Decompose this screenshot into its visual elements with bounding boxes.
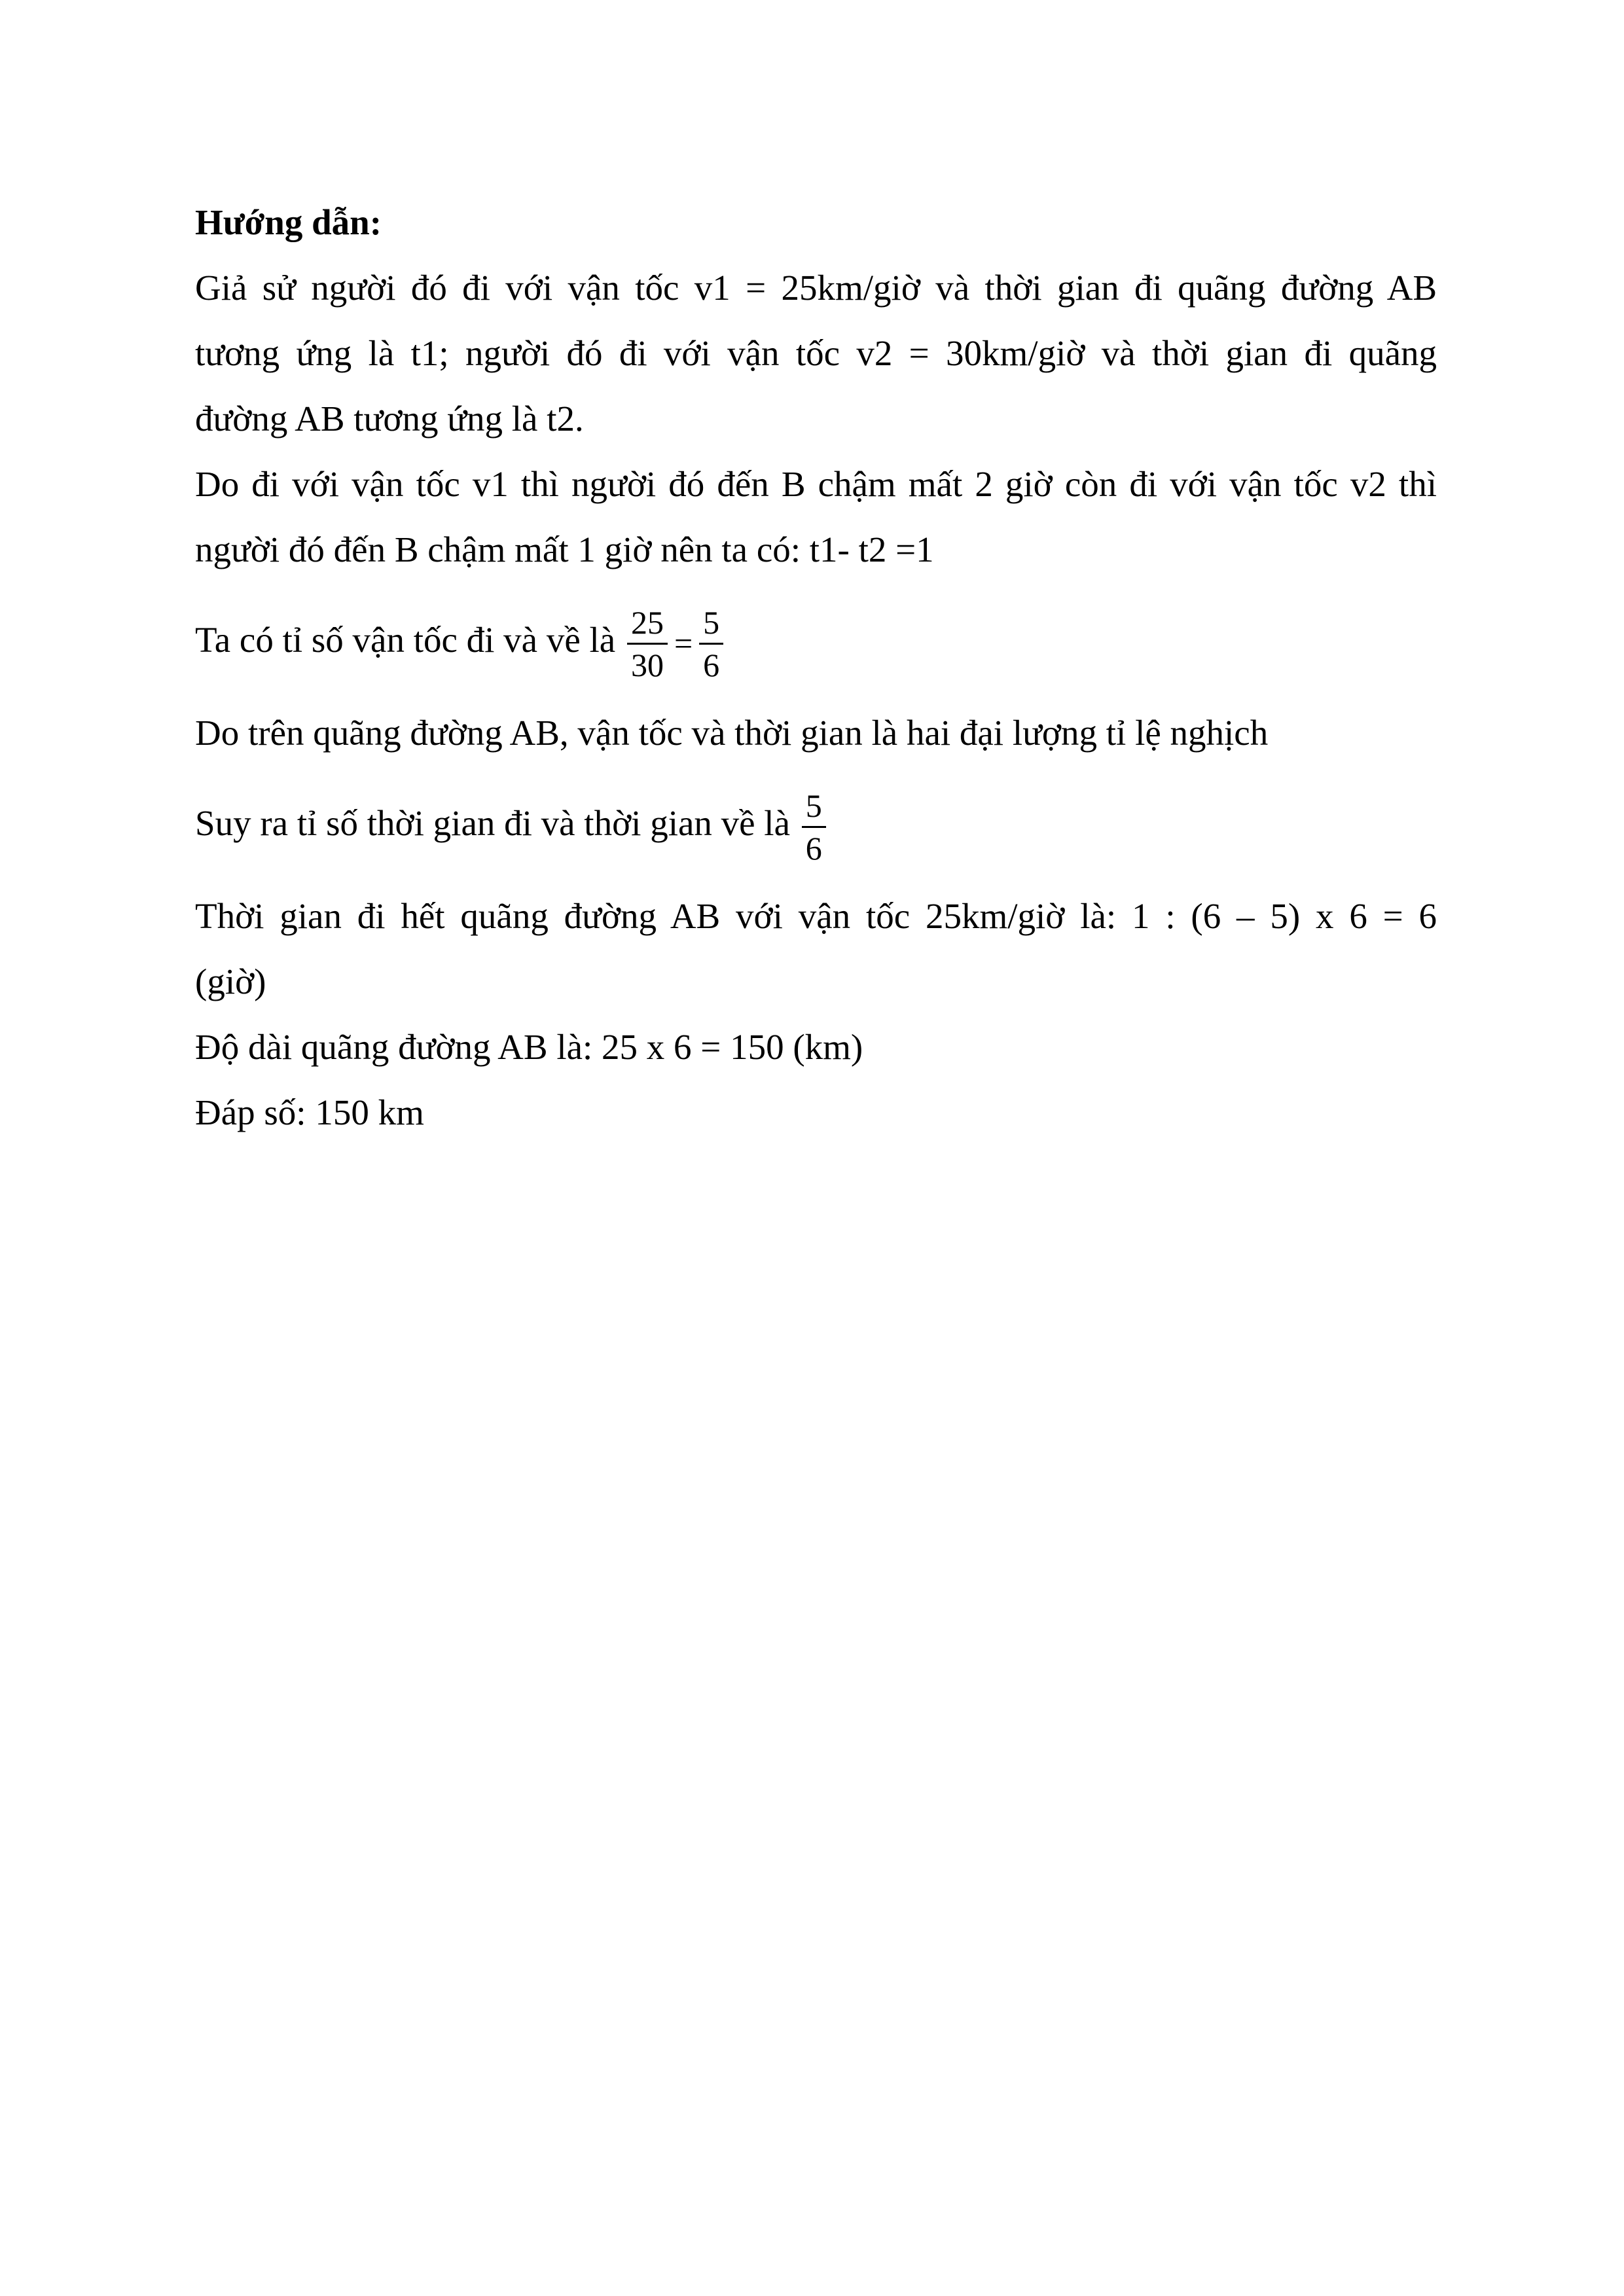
equals-sign: = bbox=[674, 624, 693, 662]
speed-ratio-line bbox=[195, 592, 726, 691]
paragraph-2-line-1: Do đi với vận tốc v1 thì người đó đến B chậm mất 2 giờ còn đi với vận tốc v2 thì bbox=[195, 464, 1437, 504]
paragraph-1-line-3: đường AB tương ứng là t2. bbox=[195, 399, 584, 439]
travel-time-line-1: Thời gian đi hết quãng đường AB với vận tốc 25km/giờ là: 1 : (6 – 5) x 6 = 6 bbox=[195, 896, 1437, 936]
fraction-5-6-time bbox=[802, 785, 826, 869]
distance-line: Độ dài quãng đường AB là: 25 x 6 = 150 (km) bbox=[195, 1027, 863, 1067]
heading: Hướng dẫn: bbox=[195, 202, 382, 242]
fraction-numerator: 25 bbox=[627, 602, 668, 645]
inverse-proportion-line: Do trên quãng đường AB, vận tốc và thời gian là hai đại lượng tỉ lệ nghịch bbox=[195, 713, 1269, 753]
speed-ratio-prefix: Ta có tỉ số vận tốc đi và về là bbox=[195, 620, 616, 660]
answer-line: Đáp số: 150 km bbox=[195, 1092, 424, 1132]
time-ratio-line bbox=[195, 776, 829, 870]
time-ratio-prefix: Suy ra tỉ số thời gian đi và thời gian về là bbox=[195, 803, 791, 843]
fraction-denominator: 6 bbox=[703, 646, 720, 683]
fraction-numerator: 5 bbox=[699, 602, 723, 645]
fraction-25-30 bbox=[627, 602, 668, 685]
fraction-denominator: 30 bbox=[630, 646, 664, 683]
fraction-5-6 bbox=[699, 602, 723, 685]
fraction-numerator: 5 bbox=[802, 785, 826, 828]
paragraph-1-line-2: tương ứng là t1; người đó đi với vận tốc v2 = 30km/giờ và thời gian đi quãng bbox=[195, 333, 1437, 373]
paragraph-1-line-1: Giả sử người đó đi với vận tốc v1 = 25km/giờ và thời gian đi quãng đường AB bbox=[195, 268, 1437, 308]
paragraph-2-line-2: người đó đến B chậm mất 1 giờ nên ta có: t1- t2 =1 bbox=[195, 529, 934, 569]
fraction-denominator: 6 bbox=[805, 829, 822, 867]
travel-time-line-2: (giờ) bbox=[195, 961, 266, 1001]
